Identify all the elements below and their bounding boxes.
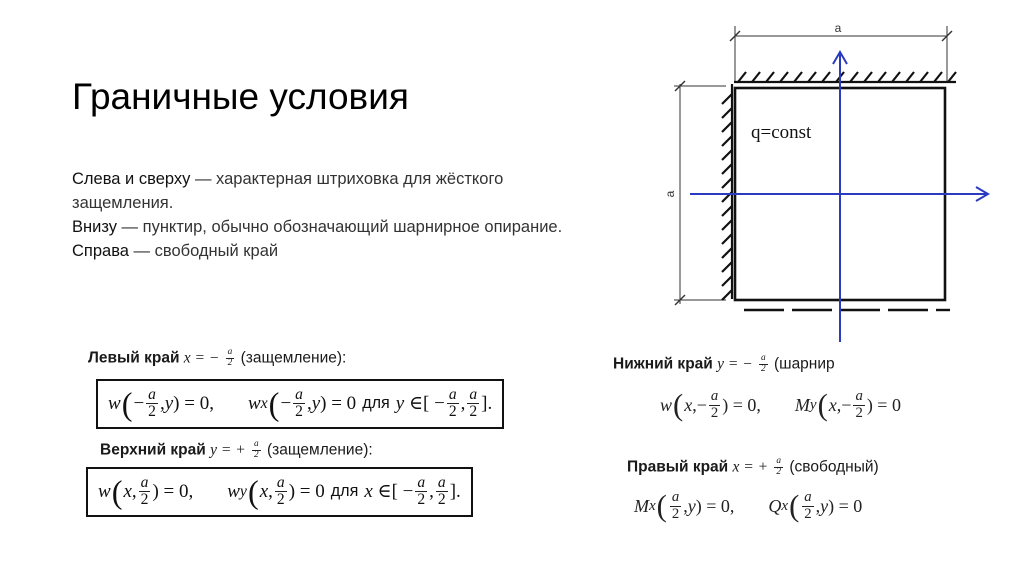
eq-value: ) = 0,	[695, 495, 735, 516]
load-label: q=const	[751, 122, 812, 143]
desc-left-top-text: — характерная штриховка для жёсткого защемления.	[72, 170, 504, 212]
desc-left-top-term: Слева и сверху	[72, 170, 191, 188]
eq-value: ) = 0	[288, 480, 325, 502]
desc-left-top	[72, 167, 592, 215]
comma: ,	[683, 495, 688, 516]
top-edge-type: (защемление):	[266, 441, 373, 459]
frac	[467, 387, 479, 421]
paren: (	[817, 387, 828, 422]
frac-num: a	[671, 489, 680, 505]
clamped-hatch-top	[734, 72, 956, 82]
minus: −	[841, 394, 852, 415]
left-edge-type: (защемление):	[240, 349, 347, 367]
left-edge-label: Левый край	[88, 349, 180, 367]
description	[72, 167, 592, 263]
minus: −	[133, 392, 145, 414]
bottom-edge-frac	[759, 354, 768, 375]
frac-den: 2	[437, 491, 446, 509]
frac-num: a	[469, 386, 478, 403]
bottom-edge-cond: y = −	[717, 355, 753, 373]
frac	[139, 475, 151, 509]
top-edge-equation-box	[86, 467, 473, 517]
bottom-edge-label: Нижний край	[613, 355, 713, 373]
frac	[275, 475, 287, 509]
frac-den: 2	[295, 403, 303, 421]
range-word: для	[362, 394, 390, 413]
eq-sub: x	[781, 497, 789, 514]
var-y: y	[820, 495, 829, 516]
var-x: x	[828, 394, 837, 415]
comma: ,	[131, 480, 137, 502]
minus: −	[696, 394, 707, 415]
paren: (	[111, 473, 123, 510]
bottom-edge-type: (шарнир	[773, 355, 835, 373]
comma: ,	[268, 480, 273, 502]
frac-den: 2	[227, 357, 233, 368]
frac-den: 2	[776, 466, 782, 477]
frac-num: a	[227, 347, 233, 357]
comma: ,	[429, 480, 434, 502]
frac-num: a	[276, 474, 285, 491]
paren: (	[673, 387, 684, 422]
frac-num: a	[448, 386, 457, 403]
desc-bottom-text: — пунктир, обычно обозначающий шарнирное опирание.	[116, 218, 563, 236]
eq-sub: x	[260, 394, 268, 412]
comma: ,	[836, 394, 842, 415]
eq-fn: w	[660, 394, 673, 415]
left-edge-heading	[88, 348, 346, 369]
page-title: Граничные условия	[72, 76, 409, 117]
frac-den: 2	[671, 505, 680, 522]
paren: (	[656, 488, 667, 523]
eq-value: ) = 0,	[173, 392, 214, 414]
bottom-edge-heading	[613, 354, 835, 375]
frac-den: 2	[469, 403, 478, 421]
frac-den: 2	[276, 491, 285, 509]
plate-diagram	[660, 14, 1005, 349]
paren: (	[247, 473, 259, 510]
frac	[293, 387, 305, 421]
frac-num: a	[295, 386, 303, 403]
var-y: y	[687, 495, 696, 516]
frac	[415, 475, 427, 509]
frac-den: 2	[140, 491, 149, 509]
left-edge-equation-box	[96, 379, 504, 429]
frac-num: a	[776, 456, 782, 466]
var-x: x	[684, 394, 693, 415]
eq-fn: w	[227, 480, 240, 502]
paren: (	[268, 385, 280, 422]
frac-num: a	[148, 386, 156, 403]
frac-den: 2	[448, 403, 457, 421]
frac-num: a	[140, 474, 149, 491]
comma: ,	[460, 392, 466, 414]
right-edge-type: (свободный)	[789, 458, 879, 476]
desc-right	[72, 239, 592, 263]
eq-fn: w	[247, 392, 261, 414]
var-x: x	[259, 480, 269, 502]
dim-left-label: a	[663, 190, 677, 198]
desc-right-text: — свободный край	[128, 242, 279, 260]
eq-value: ) = 0,	[722, 394, 761, 415]
frac-den: 2	[254, 449, 259, 460]
clamped-hatch-left	[722, 84, 732, 300]
dim-top-label: a	[834, 21, 842, 35]
frac	[447, 387, 459, 421]
right-edge-heading	[627, 457, 879, 478]
eq-value: ) = 0	[828, 495, 863, 516]
comma: ,	[692, 394, 697, 415]
frac	[802, 490, 813, 522]
frac-num: a	[855, 388, 863, 404]
eq-sub: x	[649, 497, 656, 514]
var-y: y	[164, 392, 174, 414]
range-close: ].	[481, 392, 493, 414]
frac-den: 2	[804, 505, 812, 522]
range-close: ].	[449, 480, 461, 502]
desc-right-term: Справа	[72, 242, 129, 260]
frac-num: a	[417, 474, 426, 491]
frac	[670, 490, 681, 522]
frac-den: 2	[761, 363, 766, 374]
top-edge-frac	[252, 440, 261, 461]
var-y: y	[311, 392, 321, 414]
top-edge-cond: y = +	[210, 441, 246, 459]
frac-num: a	[254, 439, 259, 449]
eq-fn: w	[98, 480, 111, 502]
top-edge-heading	[100, 440, 373, 461]
comma: ,	[159, 392, 165, 414]
frac-num: a	[761, 353, 766, 363]
eq-value: ) = 0	[866, 394, 901, 415]
desc-bottom	[72, 215, 592, 239]
frac-den: 2	[710, 404, 719, 421]
frac	[436, 475, 448, 509]
eq-value: ) = 0,	[152, 480, 194, 502]
frac-den: 2	[417, 491, 426, 509]
paren: (	[789, 488, 800, 523]
frac-den: 2	[148, 403, 156, 421]
range-var: x ∈	[364, 481, 392, 503]
right-edge-frac	[774, 457, 783, 478]
right-edge-equations	[634, 490, 862, 522]
eq-fn: w	[108, 392, 121, 414]
var-x: x	[123, 480, 132, 502]
eq-fn: Q	[768, 495, 782, 516]
frac-num: a	[437, 474, 446, 491]
range-open: [ −	[391, 480, 414, 502]
left-edge-cond: x = −	[183, 349, 220, 367]
frac-num: a	[710, 388, 719, 404]
range-var: y ∈	[395, 393, 424, 415]
right-edge-label: Правый край	[627, 458, 729, 476]
range-open: [ −	[423, 392, 445, 414]
comma: ,	[815, 495, 821, 516]
eq-sub: y	[239, 482, 247, 500]
eq-value: ) = 0	[320, 392, 357, 414]
desc-bottom-term: Внизу	[72, 218, 117, 236]
frac-den: 2	[855, 404, 863, 421]
top-edge-label: Верхний край	[100, 441, 206, 459]
paren: (	[121, 385, 133, 422]
right-edge-cond: x = +	[732, 458, 769, 476]
frac	[853, 389, 864, 421]
eq-fn: M	[634, 495, 649, 516]
eq-sub: y	[809, 396, 817, 413]
minus: −	[280, 392, 292, 414]
range-word: для	[330, 482, 359, 501]
frac	[146, 387, 158, 421]
bottom-edge-equations	[660, 389, 901, 421]
frac	[709, 389, 720, 421]
comma: ,	[306, 392, 312, 414]
eq-fn: M	[794, 394, 810, 415]
left-edge-frac	[226, 348, 235, 369]
frac-num: a	[804, 489, 812, 505]
